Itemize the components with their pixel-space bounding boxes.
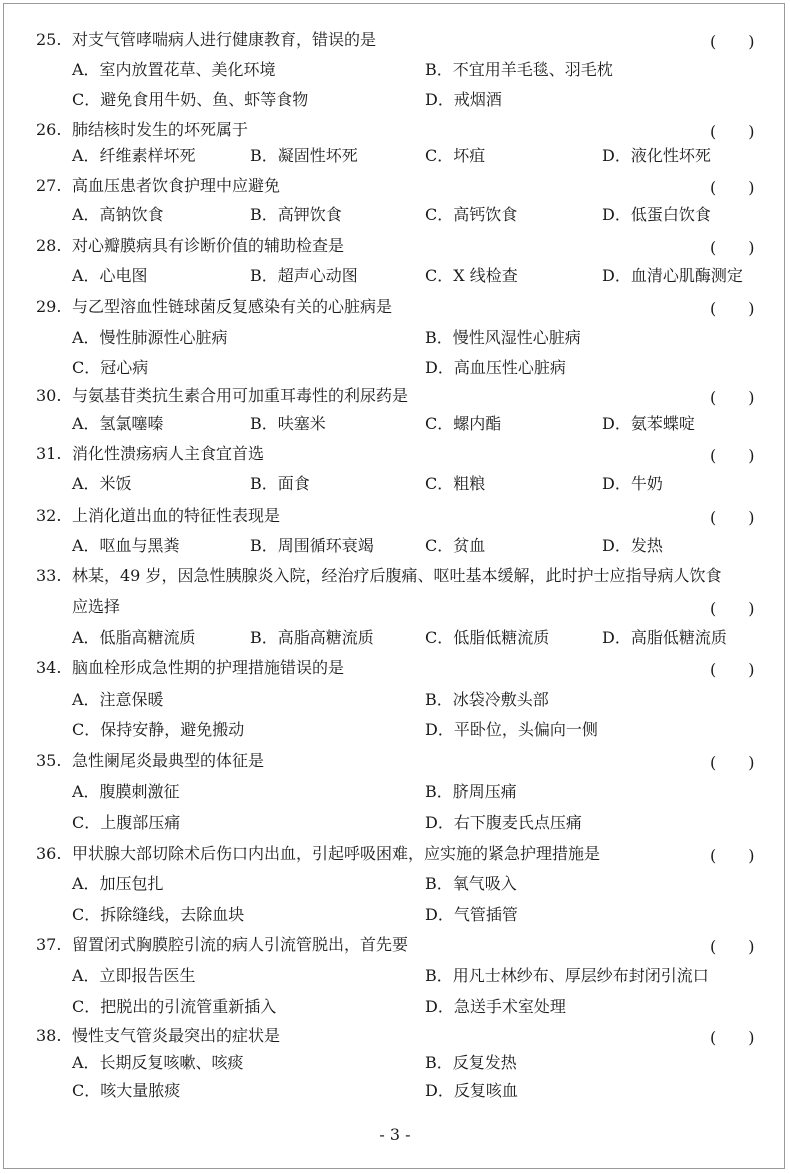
answer-blank[interactable]: ( ) [710,299,755,318]
question-text: 与乙型溶血性链球菌反复感染有关的心脏病是 [72,297,393,316]
question-text: 消化性溃疡病人主食宜首选 [72,444,265,463]
option-a[interactable]: A．低脂高糖流质 [72,628,196,647]
option-c[interactable]: C．高钙饮食 [425,205,518,224]
option-d[interactable]: D．液化性坏死 [602,146,711,165]
question-text: 留置闭式胸膜腔引流的病人引流管脱出，首先要 [72,935,409,954]
option-d[interactable]: D．低蛋白饮食 [602,205,711,224]
question-number: 32. [36,506,62,525]
option-b[interactable]: B．呋塞米 [250,414,326,433]
answer-blank[interactable]: ( ) [710,660,755,679]
question-number: 27. [36,176,62,195]
option-c[interactable]: C．上腹部压痛 [72,813,181,832]
option-d[interactable]: D．发热 [602,536,663,555]
option-d[interactable]: D．氨苯蝶啶 [602,414,695,433]
question-text-continued: 应选择 [72,597,121,616]
answer-blank[interactable]: ( ) [710,446,755,465]
page-number: - 3 - [379,1125,411,1144]
option-b[interactable]: B．周围循环衰竭 [250,536,374,555]
option-a[interactable]: A．室内放置花草、美化环境 [72,60,276,79]
question-text: 脑血栓形成急性期的护理措施错误的是 [72,658,345,677]
question-number: 30. [36,386,62,405]
question-number: 25. [36,30,62,49]
question-number: 34. [36,658,62,677]
question-text: 对心瓣膜病具有诊断价值的辅助检查是 [72,236,345,255]
option-c[interactable]: C．拆除缝线，去除血块 [72,905,245,924]
question-text: 上消化道出血的特征性表现是 [72,506,281,525]
question-text: 对支气管哮喘病人进行健康教育，错误的是 [72,30,377,49]
option-c[interactable]: C．保持安静，避免搬动 [72,720,245,739]
answer-blank[interactable]: ( ) [710,508,755,527]
option-d[interactable]: D．血清心肌酶测定 [602,266,743,285]
answer-blank[interactable]: ( ) [710,122,755,141]
answer-blank[interactable]: ( ) [710,937,755,956]
option-d[interactable]: D．右下腹麦氏点压痛 [425,813,582,832]
option-a[interactable]: A．慢性肺源性心脏病 [72,328,228,347]
option-c[interactable]: C．冠心病 [72,358,149,377]
answer-blank[interactable]: ( ) [710,1028,755,1047]
option-b[interactable]: B．面食 [250,474,310,493]
option-c[interactable]: C．螺内酯 [425,414,502,433]
answer-blank[interactable]: ( ) [710,32,755,51]
option-b[interactable]: B．冰袋冷敷头部 [425,690,549,709]
option-a[interactable]: A．腹膜刺激征 [72,782,180,801]
option-a[interactable]: A．高钠饮食 [72,205,164,224]
option-d[interactable]: D．气管插管 [425,905,518,924]
option-b[interactable]: B．不宜用羊毛毯、羽毛枕 [425,60,613,79]
option-b[interactable]: B．凝固性坏死 [250,146,358,165]
question-number: 35. [36,751,62,770]
option-d[interactable]: D．高脂低糖流质 [602,628,727,647]
option-b[interactable]: B．慢性风湿性心脏病 [425,328,581,347]
option-b[interactable]: B．反复发热 [425,1053,517,1072]
option-a[interactable]: A．氢氯噻嗪 [72,414,164,433]
question-number: 29. [36,297,62,316]
answer-blank[interactable]: ( ) [710,846,755,865]
question-number: 31. [36,444,62,463]
option-d[interactable]: D．急送手术室处理 [425,997,566,1016]
option-a[interactable]: A．立即报告医生 [72,966,196,985]
question-number: 28. [36,236,62,255]
option-d[interactable]: D．高血压性心脏病 [425,358,566,377]
option-b[interactable]: B．脐周压痛 [425,782,517,801]
option-c[interactable]: C．低脂低糖流质 [425,628,550,647]
option-c[interactable]: C．咳大量脓痰 [72,1081,181,1100]
answer-blank[interactable]: ( ) [710,388,755,407]
option-c[interactable]: C．X 线检查 [425,266,518,285]
question-number: 37. [36,935,62,954]
question-text: 肺结核时发生的坏死属于 [72,120,249,139]
question-text: 急性阑尾炎最典型的体征是 [72,751,265,770]
option-d[interactable]: D．牛奶 [602,474,663,493]
option-c[interactable]: C．粗粮 [425,474,486,493]
question-number: 36. [36,844,62,863]
option-d[interactable]: D．戒烟酒 [425,90,502,109]
option-b[interactable]: B．氧气吸入 [425,874,517,893]
answer-blank[interactable]: ( ) [710,238,755,257]
option-c[interactable]: C．贫血 [425,536,486,555]
option-a[interactable]: A．心电图 [72,266,148,285]
question-text: 与氨基苷类抗生素合用可加重耳毒性的利尿药是 [72,386,409,405]
option-b[interactable]: B．高钾饮食 [250,205,342,224]
option-a[interactable]: A．长期反复咳嗽、咳痰 [72,1053,244,1072]
question-text: 高血压患者饮食护理中应避免 [72,176,281,195]
option-a[interactable]: A．呕血与黑粪 [72,536,180,555]
question-number: 33. [36,566,62,585]
option-b[interactable]: B．用凡士林纱布、厚层纱布封闭引流口 [425,966,709,985]
option-c[interactable]: C．避免食用牛奶、鱼、虾等食物 [72,90,309,109]
option-b[interactable]: B．超声心动图 [250,266,358,285]
question-text: 林某，49 岁，因急性胰腺炎入院，经治疗后腹痛、呕吐基本缓解，此时护士应指导病人饮食 [72,566,722,585]
option-d[interactable]: D．反复咳血 [425,1081,518,1100]
option-a[interactable]: A．纤维素样坏死 [72,146,196,165]
question-text: 甲状腺大部切除术后伤口内出血，引起呼吸困难，应实施的紧急护理措施是 [72,844,601,863]
option-c[interactable]: C．把脱出的引流管重新插入 [72,997,277,1016]
option-c[interactable]: C．坏疽 [425,146,486,165]
answer-blank[interactable]: ( ) [710,178,755,197]
option-a[interactable]: A．米饭 [72,474,132,493]
question-text: 慢性支气管炎最突出的症状是 [72,1026,281,1045]
option-a[interactable]: A．加压包扎 [72,874,164,893]
option-d[interactable]: D．平卧位，头偏向一侧 [425,720,598,739]
option-b[interactable]: B．高脂高糖流质 [250,628,374,647]
answer-blank[interactable]: ( ) [710,599,755,618]
question-number: 26. [36,120,62,139]
question-number: 38. [36,1026,62,1045]
answer-blank[interactable]: ( ) [710,753,755,772]
option-a[interactable]: A．注意保暖 [72,690,164,709]
